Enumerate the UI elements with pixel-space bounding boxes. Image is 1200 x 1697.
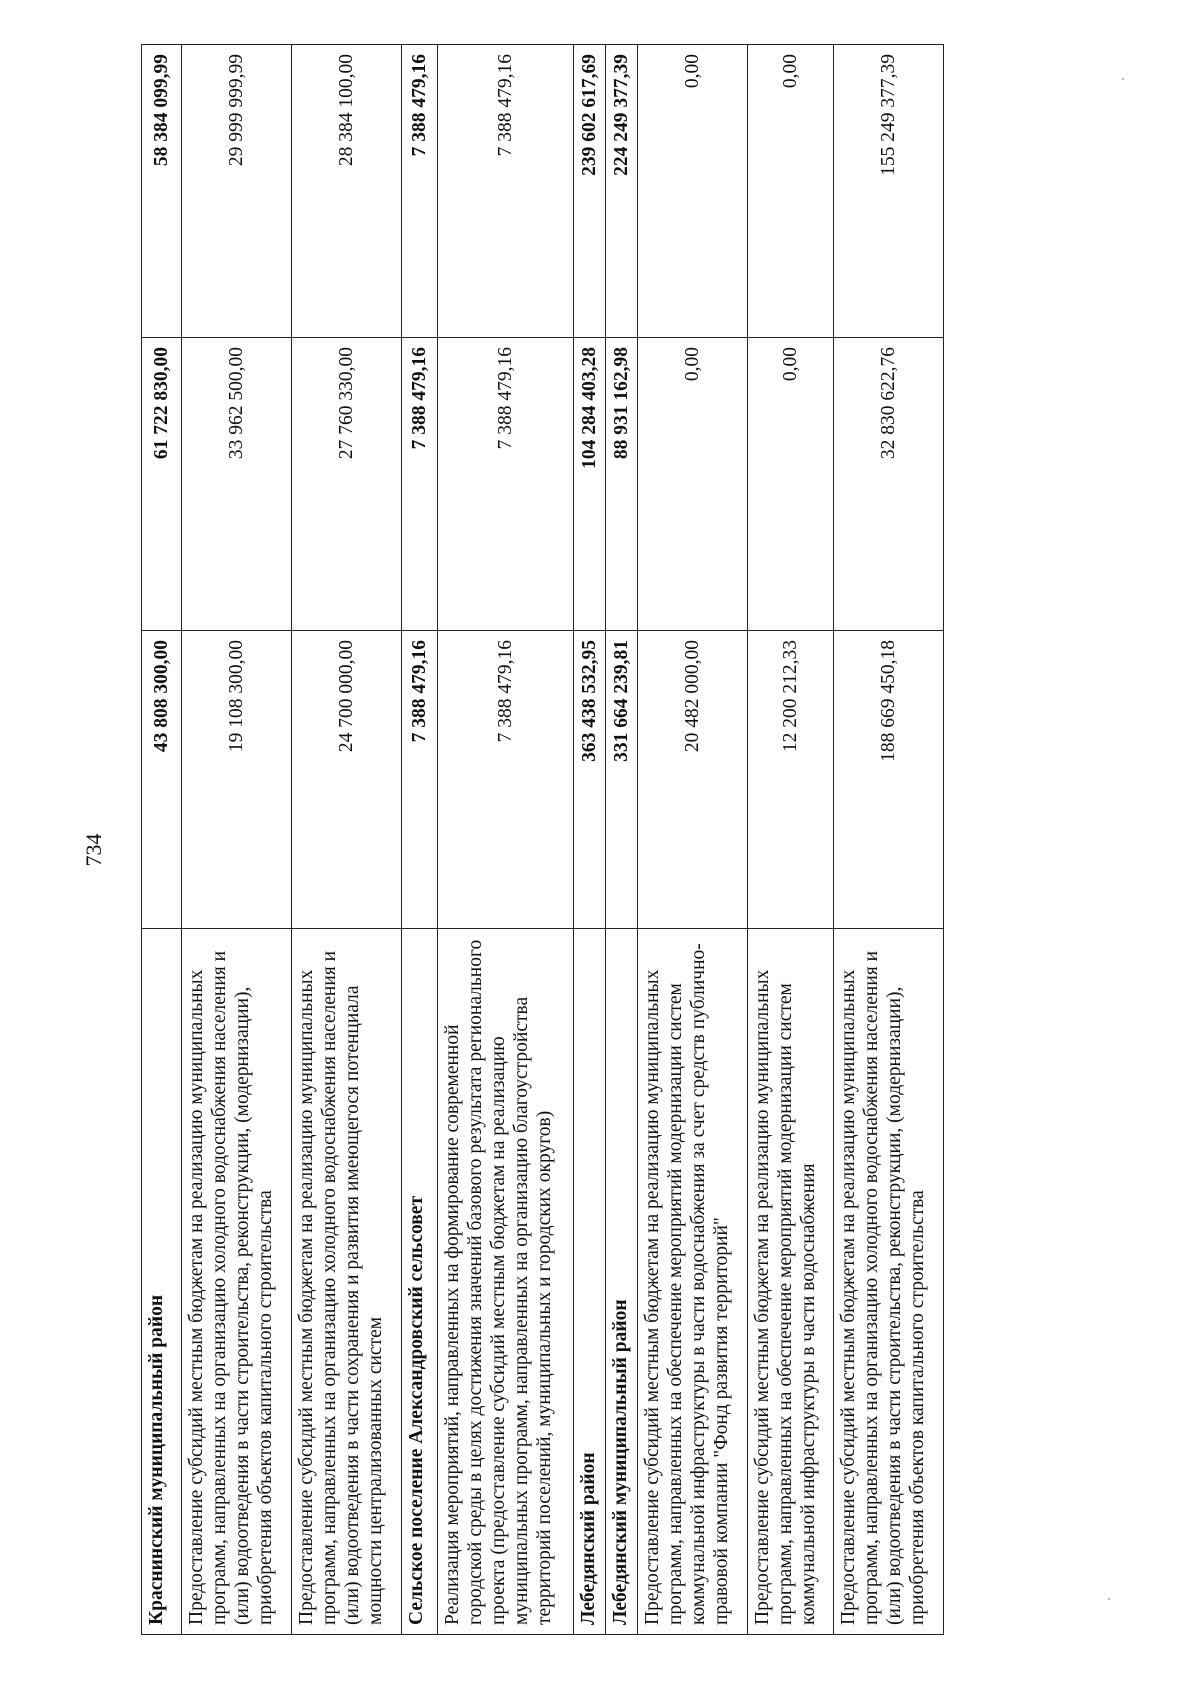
row-value-3: 0,00 [638,45,748,338]
scan-speck [1122,78,1124,80]
row-name: Предоставление субсидий местным бюджетам на реализацию муниципальных программ, направленных на организацию холодного водоснабжения населения и (или) водоотведения в части сохранения и развития имеющегося потенциала мощности централизованных систем [292,929,402,1635]
table-row [182,45,292,1635]
table-row [438,45,574,1635]
row-name: Реализация мероприятий, направленных на формирование современной городской среды в целях достижения значений базового результата регионального проекта (предоставление субсидий местным бюджетам на реализацию муниципальных программ, направленных на организацию благоустройства территорий поселений, муниципальных и городских округов) [438,929,574,1635]
row-name: Краснинский муниципальный район [142,929,182,1635]
table-row [834,45,944,1635]
rotated-table-container [141,45,1053,1635]
row-value-3: 239 602 617,69 [574,45,606,338]
row-name: Лебедянский район [574,929,606,1635]
row-value-1: 188 669 450,18 [834,631,944,929]
row-value-2: 0,00 [638,338,748,631]
row-name: Лебедянский муниципальный район [606,929,638,1635]
row-value-2: 33 962 500,00 [182,338,292,631]
row-value-3: 29 999 999,99 [182,45,292,338]
row-value-1: 19 108 300,00 [182,631,292,929]
row-value-2: 61 722 830,00 [142,338,182,631]
row-value-1: 363 438 532,95 [574,631,606,929]
row-value-2: 104 284 403,28 [574,338,606,631]
table-row [292,45,402,1635]
table-row [748,45,834,1635]
table-row [638,45,748,1635]
row-value-2: 88 931 162,98 [606,338,638,631]
row-value-1: 7 388 479,16 [438,631,574,929]
row-value-1: 7 388 479,16 [402,631,438,929]
budget-table [141,44,944,1635]
table-row [574,45,606,1635]
row-value-2: 7 388 479,16 [438,338,574,631]
row-value-2: 27 760 330,00 [292,338,402,631]
row-name: Предоставление субсидий местным бюджетам на реализацию муниципальных программ, направленных на организацию холодного водоснабжения населения и (или) водоотведения в части строительства, реконструкции, (модернизации), приобретения объектов капитального строительства [182,929,292,1635]
row-value-1: 20 482 000,00 [638,631,748,929]
row-value-3: 7 388 479,16 [402,45,438,338]
row-value-1: 331 664 239,81 [606,631,638,929]
row-name: Предоставление субсидий местным бюджетам на реализацию муниципальных программ, направленных на обеспечение мероприятий модернизации систем коммунальной инфраструктуры в части водоснабжения [748,929,834,1635]
row-value-3: 28 384 100,00 [292,45,402,338]
row-value-1: 24 700 000,00 [292,631,402,929]
row-value-3: 0,00 [748,45,834,338]
row-value-3: 58 384 099,99 [142,45,182,338]
scan-speck [1108,1598,1110,1600]
page-number: 734 [81,833,106,867]
row-value-3: 224 249 377,39 [606,45,638,338]
table-row [606,45,638,1635]
row-value-2: 0,00 [748,338,834,631]
row-value-3: 7 388 479,16 [438,45,574,338]
row-value-2: 32 830 622,76 [834,338,944,631]
row-name: Сельское поселение Александровский сельсовет [402,929,438,1635]
table-row [402,45,438,1635]
row-value-3: 155 249 377,39 [834,45,944,338]
row-value-1: 43 808 300,00 [142,631,182,929]
row-name: Предоставление субсидий местным бюджетам на реализацию муниципальных программ, направленных на организацию холодного водоснабжения населения и (или) водоотведения в части строительства, реконструкции, (модернизации), приобретения объектов капитального строительства [834,929,944,1635]
table-row [142,45,182,1635]
row-value-1: 12 200 212,33 [748,631,834,929]
row-value-2: 7 388 479,16 [402,338,438,631]
row-name: Предоставление субсидий местным бюджетам на реализацию муниципальных программ, направленных на обеспечение мероприятий модернизации систем коммунальной инфраструктуры в части водоснабжения за счет средств публично-правовой компании "Фонд развития территорий" [638,929,748,1635]
